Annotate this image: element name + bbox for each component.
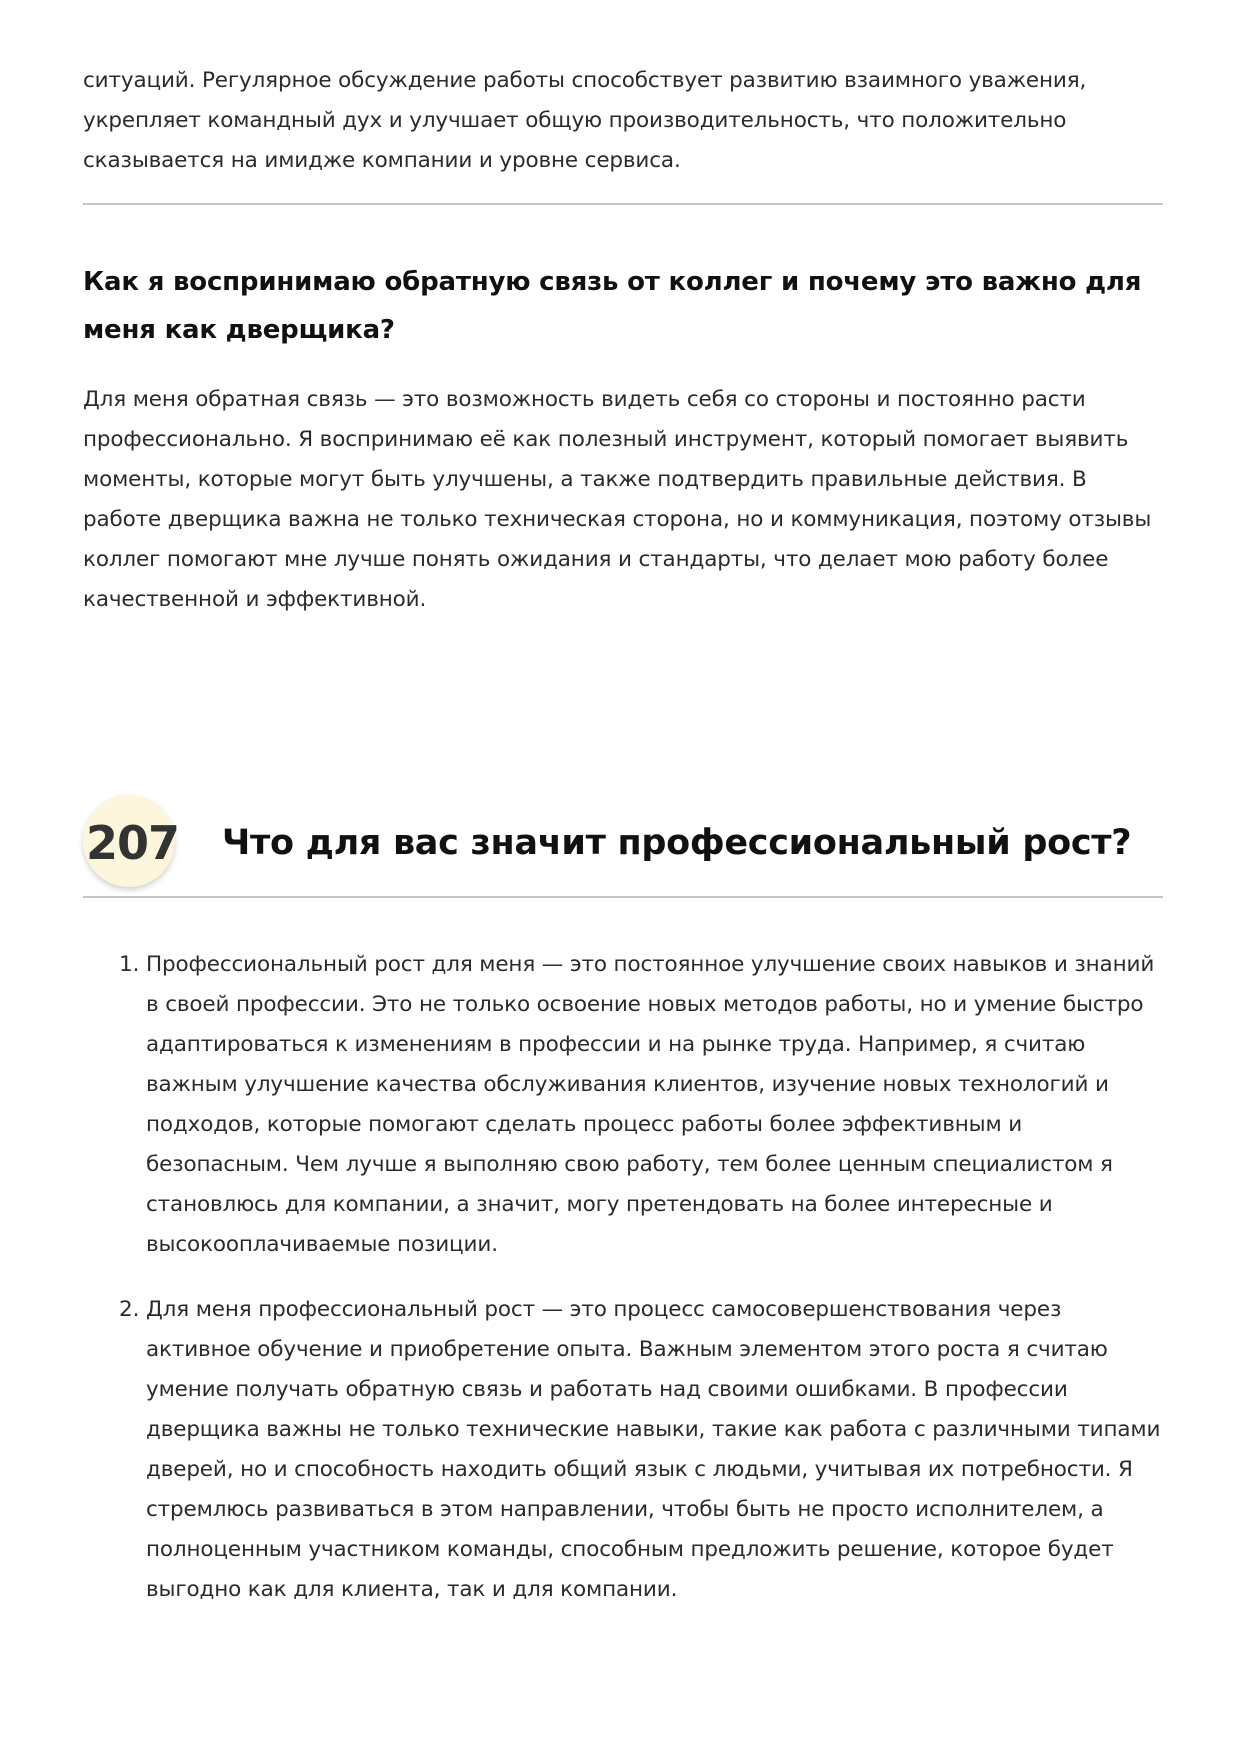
question-divider xyxy=(83,896,1163,898)
subsection-answer: Для меня обратная связь — это возможность видеть себя со стороны и постоянно расти профессионально. Я воспринимаю её как полезный инструмент, который помогает выявить моменты, которые могут быть улучшены, а также подтвердить правильные действия. В работе дверщика важна не только техническая сторона, но и коммуникация, поэтому отзывы коллег помогают мне лучше понять ожидания и стандарты, что делает мою работу более качественной и эффективной. xyxy=(83,387,1152,612)
list-item-text: Для меня профессиональный рост — это процесс самосовершенствования через активное обучение и приобретение опыта. Важным элементом этого роста я считаю умение получать обратную связь и работать над своими ошибками. В профессии дверщика важны не только технические навыки, такие как работа с различными типами дверей, но и способность находить общий язык с людьми, учитывая их потребности. Я стремлюсь развиваться в этом направлении, чтобы быть не просто исполнителем, а полноценным участником команды, способным предложить решение, которое будет выгодно как для клиента, так и для компании. xyxy=(146,1297,1161,1602)
list-item xyxy=(83,945,1163,1265)
list-item-marker: 1. xyxy=(119,952,140,977)
question-title: Что для вас значит профессиональный рост? xyxy=(222,823,1132,863)
question-number: 207 xyxy=(86,816,180,870)
list-item-text: Профессиональный рост для меня — это постоянное улучшение своих навыков и знаний в своей профессии. Это не только освоение новых методов работы, но и умение быстро адаптироваться к изменениям в профессии и на рынке труда. Например, я считаю важным улучшение качества обслуживания клиентов, изучение новых технологий и подходов, которые помогают сделать процесс работы более эффективным и безопасным. Чем лучше я выполняю свою работу, тем более ценным специалистом я становлюсь для компании, а значит, могу претендовать на более интересные и высокооплачиваемые позиции. xyxy=(146,952,1155,1257)
question-header xyxy=(83,795,1163,895)
answers-list xyxy=(83,945,1163,1635)
list-item xyxy=(83,1290,1163,1610)
list-item-marker: 2. xyxy=(119,1297,140,1322)
intro-paragraph: ситуаций. Регулярное обсуждение работы способствует развитию взаимного уважения, укрепляет командный дух и улучшает общую производительность, что положительно сказывается на имидже компании и уровне сервиса. xyxy=(83,68,1087,173)
subsection-heading: Как я воспринимаю обратную связь от коллег и почему это важно для меня как дверщика? xyxy=(83,267,1142,345)
section-divider xyxy=(83,203,1163,205)
